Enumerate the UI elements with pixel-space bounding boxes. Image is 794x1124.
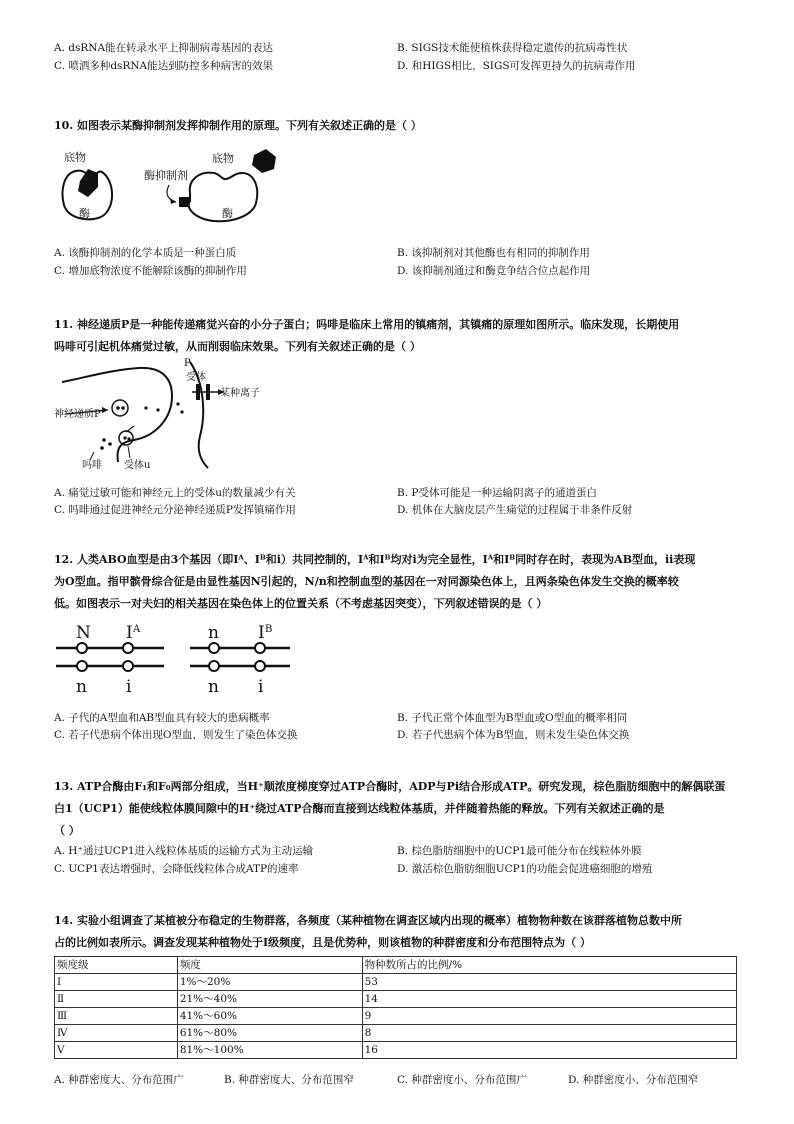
- q12-option-d: D. 若子代患病个体为B型血，则未发生染色体交换: [397, 729, 630, 741]
- table-cell: Ⅰ: [55, 974, 178, 991]
- substrate-right-shape: [252, 149, 276, 173]
- table-header-cell: 频度: [177, 957, 362, 974]
- q13-option-d: D. 激活棕色脂肪细胞UCP1的功能会促进癌细胞的增殖: [397, 863, 653, 875]
- enzyme-right-label: 酶: [222, 207, 233, 220]
- table-row: [55, 1008, 737, 1025]
- receptor-u-label: 受体u: [124, 460, 151, 471]
- table-header-cell: 物种数所占的比例/%: [362, 957, 736, 974]
- q14-option-a: A. 种群密度大、分布范围广: [54, 1074, 184, 1086]
- q11-option-b: B. P受体可能是一种运输阴离子的通道蛋白: [397, 487, 597, 499]
- p-label: P: [184, 358, 191, 369]
- right-top-gene-2: I: [258, 623, 265, 643]
- q13-option-a: A. H⁺通过UCP1进入线粒体基质的运输方式为主动运输: [54, 845, 314, 857]
- right-top-gene-1: n: [208, 623, 219, 643]
- q14-option-d: D. 种群密度小、分布范围窄: [568, 1074, 699, 1086]
- table-header-cell: 频度级: [55, 957, 178, 974]
- q9-option-c: C. 喷洒多种dsRNA能达到防控多种病害的效果: [54, 60, 274, 72]
- inhibitor-label: 酶抑制剂: [144, 169, 188, 182]
- q13-option-c: C. UCP1表达增强时，会降低线粒体合成ATP的速率: [54, 863, 299, 875]
- q12-option-c: C. 若子代患病个体出现O型血，则发生了染色体交换: [54, 729, 298, 741]
- q11-option-c: C. 吗啡通过促进神经元分泌神经递质P发挥镇痛作用: [54, 504, 296, 516]
- morphine-label: 吗啡: [82, 460, 102, 471]
- ion-label: 某种离子: [220, 388, 260, 399]
- left-bottom-gene-2: i: [126, 677, 132, 697]
- right-bottom-gene-2: i: [258, 677, 264, 697]
- q11-synapse-diagram: [54, 356, 260, 472]
- substrate-right-label: 底物: [212, 152, 234, 165]
- q10-option-c: C. 增加底物浓度不能解除该酶的抑制作用: [54, 265, 247, 277]
- table-cell: 8: [362, 1025, 736, 1042]
- table-row: [55, 1042, 737, 1059]
- q11-option-a: A. 痛觉过敏可能和神经元上的受体u的数量减少有关: [54, 487, 296, 499]
- table-row: [55, 1025, 737, 1042]
- table-cell: Ⅲ: [55, 1008, 178, 1025]
- q14-frequency-table: [54, 956, 737, 1059]
- table-cell: 21%～40%: [177, 991, 362, 1008]
- inhibitor-block: [179, 197, 189, 207]
- q12-option-a: A. 子代的A型血和AB型血具有较大的患病概率: [54, 712, 270, 724]
- table-cell: 81%～100%: [177, 1042, 362, 1059]
- table-cell: Ⅴ: [55, 1042, 178, 1059]
- q14-option-b: B. 种群密度大、分布范围窄: [224, 1074, 354, 1086]
- q11-stem: 11. 神经递质P是一种能传递痛觉兴奋的小分子蛋白；吗啡是临床上常用的镇痛剂，其镇痛的原理如图所示。临床发现，长期使用 吗啡可引起机体痛觉过敏，从而削弱临床效果。下列有关叙述正确的是（ ）: [54, 318, 680, 353]
- right-top-gene-2-sup: B: [265, 624, 273, 635]
- table-cell: 61%～80%: [177, 1025, 362, 1042]
- left-top-gene-2: I: [126, 623, 133, 643]
- q10-option-b: B. 该抑制剂对其他酶也有相同的抑制作用: [397, 247, 590, 259]
- q14-stem: 14. 实验小组调查了某植被分布稳定的生物群落，各频度（某种植物在调查区域内出现的概率）植物物种数在该群落植物总数中所 占的比例如表所示。调查发现某种植物处于Ⅰ级频度，且是优势种，则该植物的种群密度和分布范围特点为（ ）: [54, 914, 682, 949]
- left-top-gene-1: N: [76, 623, 91, 643]
- table-cell: 9: [362, 1008, 736, 1025]
- substrate-left-shape: [78, 169, 98, 197]
- right-bottom-gene-1: n: [208, 677, 219, 697]
- q9-option-d: D. 和HIGS相比，SIGS可发挥更持久的抗病毒作用: [397, 60, 636, 72]
- left-top-gene-2-sup: A: [133, 624, 141, 635]
- table-cell: Ⅱ: [55, 991, 178, 1008]
- table-cell: Ⅳ: [55, 1025, 178, 1042]
- table-row: [55, 991, 737, 1008]
- table-cell: 1%～20%: [177, 974, 362, 991]
- q9-option-a: A. dsRNA能在转录水平上抑制病毒基因的表达: [54, 42, 274, 54]
- q10-enzyme-diagram: [54, 145, 294, 230]
- table-cell: 14: [362, 991, 736, 1008]
- table-cell: 53: [362, 974, 736, 991]
- receptor-label: 受体: [186, 372, 206, 383]
- table-cell: 41%～60%: [177, 1008, 362, 1025]
- vesicle-1: [112, 400, 128, 416]
- q10-option-a: A. 该酶抑制剂的化学本质是一种蛋白质: [54, 247, 237, 259]
- q12-stem: 12. 人类ABO血型是由3个基因（即Iᴬ、Iᴮ和i）共同控制的，Iᴬ和Iᴮ均对i为完全显性，Iᴬ和Iᴮ同时存在时，表现为AB型血，ii表现 为O型血。指甲髌骨综合征是由显性基因N引起的，N/n和控制血型的基因在一对同源染色体上，且两条染色体发生交换的概率较 低。如图表示一对夫妇的相关基因在染色体上的位置关系（不考虑基因突变），下列叙述错误的是（ ）: [54, 553, 696, 610]
- q14-option-c: C. 种群密度小、分布范围广: [397, 1074, 527, 1086]
- q10-option-d: D. 该抑制剂通过和酶竞争结合位点起作用: [397, 265, 591, 277]
- q12-chromosome-diagram: [54, 620, 294, 698]
- left-bottom-gene-1: n: [76, 677, 87, 697]
- q13-stem: 13. ATP合酶由F₁和F₀两部分组成，当H⁺顺浓度梯度穿过ATP合酶时，ADP与Pi结合形成ATP。研究发现，棕色脂肪细胞中的解偶联蛋 白1（UCP1）能使线粒体膜间隙中的H⁺绕过ATP合酶而直接到达线粒体基质，并伴随着热能的释放。下列有关叙述正确的是 （ ）: [54, 780, 726, 837]
- enzyme-left-label: 酶: [79, 207, 90, 220]
- q11-option-d: D. 机体在大脑皮层产生痛觉的过程属于非条件反射: [397, 504, 633, 516]
- transmitter-label: 神经递质P: [54, 409, 101, 420]
- table-row: [55, 974, 737, 991]
- substrate-left-label: 底物: [64, 151, 86, 164]
- q10-stem: 10. 如图表示某酶抑制剂发挥抑制作用的原理。下列有关叙述正确的是（ ）: [54, 119, 422, 132]
- table-cell: 16: [362, 1042, 736, 1059]
- q13-option-b: B. 棕色脂肪细胞中的UCP1最可能分布在线粒体外膜: [397, 845, 642, 857]
- table-header-row: [55, 957, 737, 974]
- q9-option-b: B. SIGS技术能使植株获得稳定遗传的抗病毒性状: [397, 42, 628, 54]
- q12-option-b: B. 子代正常个体血型为B型血或O型血的概率相同: [397, 712, 628, 724]
